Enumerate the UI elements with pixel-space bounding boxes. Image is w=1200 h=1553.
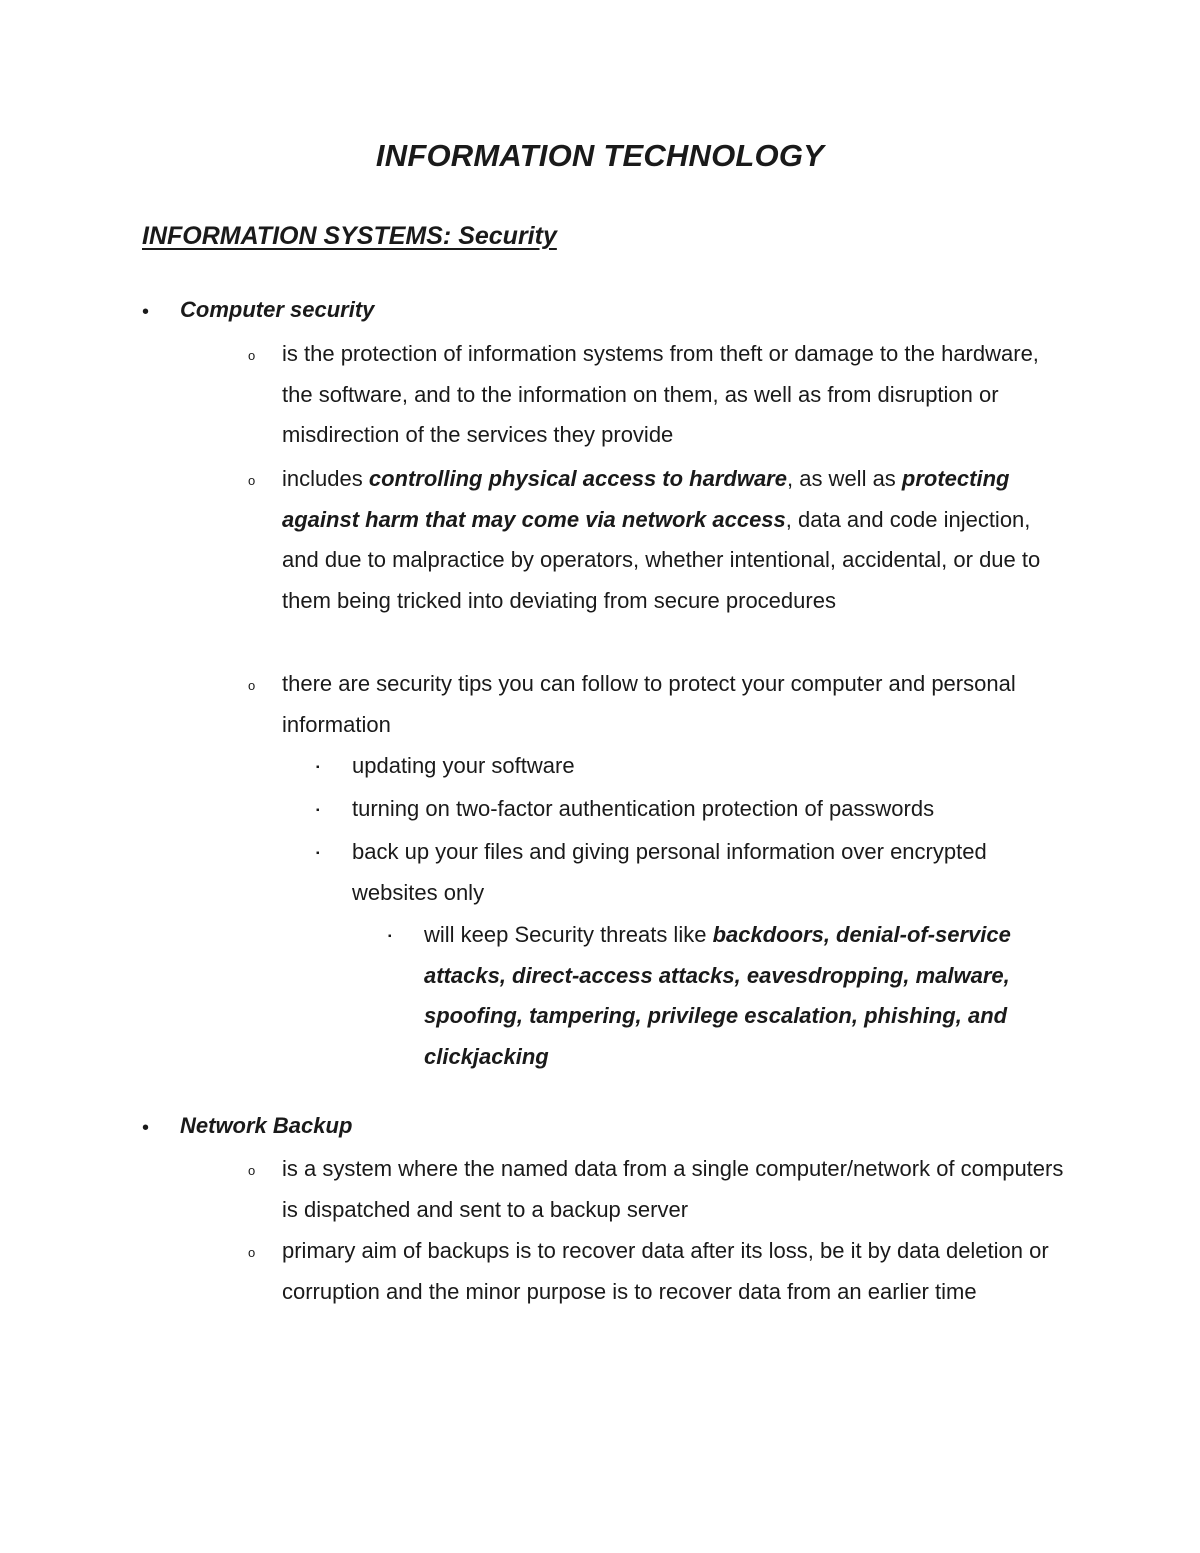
computer-security-definition: is the protection of information systems from theft or damage to the hardware, the software, and to the information on them, as well as from disruption or misdirection of the services they provide (282, 341, 1039, 447)
computer-security-includes (282, 459, 1072, 621)
network-backup-aim: primary aim of backups is to recover data after its loss, be it by data deletion or corruption and the minor purpose is to recover data from an earlier time (282, 1238, 1049, 1304)
bullet-square: ▪ (316, 805, 320, 816)
includes-text-3: , data and code injection, and due to malpractice by operators, whether intentional, accidental, or due to them being tricked into deviating from secure procedures (282, 506, 1041, 613)
security-tip: updating your software (352, 753, 575, 778)
bullet-square: ▪ (316, 762, 320, 773)
bullet-circle: o (248, 1245, 256, 1260)
includes-emphasis-2: protecting against harm that may come via network access (282, 466, 1010, 532)
bullet-circle: o (248, 473, 256, 488)
section-heading: INFORMATION SYSTEMS: Security (142, 222, 557, 250)
security-tip: turning on two-factor authentication protection of passwords (352, 796, 935, 821)
includes-text-1: includes (282, 466, 369, 491)
bullet-circle: o (248, 1163, 256, 1178)
document-title: INFORMATION TECHNOLOGY (375, 138, 825, 173)
security-threats (424, 915, 1074, 1077)
topic-computer-security: Computer security (180, 297, 375, 322)
bullet-disc: • (142, 1117, 150, 1139)
bullet-square: ▪ (316, 848, 320, 859)
security-tip: back up your files and giving personal information over encrypted websites only (352, 839, 987, 905)
bullet-circle: o (248, 348, 256, 363)
threats-list: backdoors, denial-of-service attacks, direct-access attacks, eavesdropping, malware, spoofing, tampering, privilege escalation, phishing, and clickjacking (424, 922, 1011, 1069)
includes-emphasis-1: controlling physical access to hardware (368, 466, 787, 491)
threats-prefix: will keep Security threats like (424, 922, 713, 947)
includes-text-2: , as well as (786, 466, 902, 491)
network-backup-definition: is a system where the named data from a single computer/network of computers is dispatched and sent to a backup server (282, 1156, 1064, 1222)
bullet-disc: • (142, 301, 150, 323)
security-tips-intro: there are security tips you can follow to protect your computer and personal information (282, 671, 1016, 737)
bullet-circle: o (248, 678, 256, 693)
topic-network-backup: Network Backup (180, 1113, 353, 1138)
bullet-square: ▪ (388, 931, 392, 942)
